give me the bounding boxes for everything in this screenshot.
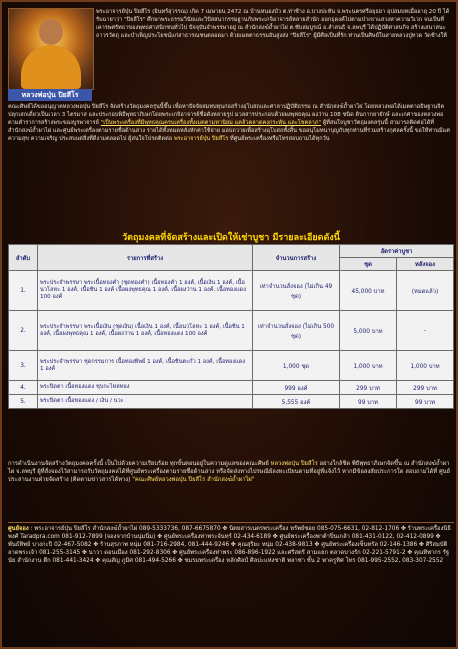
history-text-d: ผู้สนใจโปรดติดต่อ <box>128 136 173 143</box>
row-price: 299 บาท <box>340 381 397 395</box>
closing-paragraph <box>8 460 454 485</box>
row-single: - <box>397 311 454 351</box>
row-single: 99 บาท <box>397 395 454 409</box>
order-list: พระอาจารย์ปุ่น ปิยสีโร สำนักสงฆ์ถ้ำผาไผ่ 089-5333736, 087-6675870 ✤ นิตยสารเนตรพระเครื่อง ทรัพย์ซอย 085-075-6631, 02-812-1706 ✤ ร้านพระเครื่องนิธิพงศ์ Taradpra.com 081-912-7899 (จองจากบ้านนุ่มนิ่ม) ✤ ศูนย์พระเครื่องท่าพระจันทร์ 02-434-6189 ✤ ศูนย์พระเครื่องพาต้าปิ่นเกล้า 081-431-0122, 02-412-0899 ✤ พันธ์ทิพย์ บางกะปิ 02-467-5082 ✤ ร้านสุรภาพ หนุ่ม 081-716-2984, 081-444-9246 ✤ คุณสุริยะ หนุ่ม 02-438-9813 ✤ ศูนย์พระเครื่องเซ็นทรัล 02-146-1386 ✤ ศิริสมบัติ ลาดพระเจ้า 081-255-3145 ✤ นาวา ดอนเมือง 081-292-8306 ✤ ศูนย์พระเครื่องท่าพระ 086-896-1922 และศรีสตรี สามแยก ตลาดบางรัก 02-221-5791-2 ✤ คุณทิพากร รัฐนัย สำนักงาน ตึก 081-441-3424 ✤ คุณสัญ ภูมิศ 081-494-5266 ✤ ชมรมพระเครื่อง หลักศิลป์ ศิลปะแห่งชาติ พลาซ่า ชั้น 2 พาครูทิศ โทร 081-995-2552, 083-307-2552 <box>8 526 451 565</box>
price-table <box>8 244 454 409</box>
row-price: 45,000 บาท <box>340 271 397 311</box>
order-label: ศูนย์จอง <box>8 526 29 532</box>
row-item: พระปิดตา เนื้อทองแดง / เงิน / นวะ <box>38 395 253 409</box>
history-text-a: คณะศิษย์ได้ขออนุญาตหลวงพ่อปุ่น ปิยสีโร จัดสร้างวัตถุมงคลรุ่นนี้ขึ้น เพื่อหาปัจจัยสมทบทุนก่อสร้างอุโบสถและศาลาปฏิบัติธรรม ณ สำนักสงฆ์ถ้ำผาไผ่ โดยหลวงพ่อได้เมตตาอธิษฐานจิตปลุกเสกเดี่ยวเป็นเวลา 3 ไตรมาส และประกอบพิธีพุทธาภิเษกโดยพระเกจิอาจารย์ชื่อดังหลายรูป มวลสารประกอบด้วยผงพุทธคุณ ผงว่าน 108 ชนิด ดินกากยายักษ์ และเกศาของหลวงพ่อ ตามตำราการสร้างพระของบูรพาจารย์ <box>8 104 445 127</box>
header-single: หลังจอง <box>397 258 454 271</box>
table-header-row <box>9 245 454 258</box>
row-qty: 5,555 องค์ <box>253 395 340 409</box>
row-price: 99 บาท <box>340 395 397 409</box>
table-row <box>9 351 454 381</box>
divider <box>8 522 454 523</box>
row-price: 5,000 บาท <box>340 311 397 351</box>
row-no: 4. <box>9 381 38 395</box>
monk-robe <box>21 45 81 89</box>
history-text-c: ผู้ที่สนใจบูชาวัตถุมงคลรุ่นนี้ สามารถติดต่อได้ที่สำนักสงฆ์ถ้ำผาไผ่ และศูนย์พระเครื่องตามรายชื่อด้านล่าง รายได้ทั้งหมดหลังหักค่าใช้จ่าย มอบถวายเพื่อสร้างอุโบสถทั้งสิ้น ขออนุโมทนาบุญกับทุกท่านที่ร่วมสร้างกุศลครั้งนี้ ขอให้ท่านมีแต่ความสุข ความเจริญ ประสบแต่สิ่งที่ดีงามตลอดไป <box>8 120 450 143</box>
header-price: อัตราค่าบูชา <box>340 245 454 258</box>
table-row <box>9 311 454 351</box>
header-item: รายการที่สร้าง <box>38 245 253 271</box>
table-row <box>9 381 454 395</box>
header-qty: จำนวนการสร้าง <box>253 245 340 271</box>
row-qty: 999 องค์ <box>253 381 340 395</box>
row-qty: เท่าจำนวนสั่งจอง (ไม่เกิน 500 ชุด) <box>253 311 340 351</box>
closing-text-d: (ติดตามข่าวสารได้ทาง) <box>70 477 131 484</box>
closing-text-a: การดำเนินงานจัดสร้างวัตถุมงคลครั้งนี้ เป็นไปด้วยความเรียบร้อย ทุกขั้นตอนอยู่ในความดูแลของคณะศิษย์ <box>8 461 269 467</box>
intro-paragraph <box>96 8 454 40</box>
row-single: 1,000 บาท <box>397 351 454 381</box>
row-no: 3. <box>9 351 38 381</box>
header-no: ลำดับ <box>9 245 38 271</box>
portrait-caption: หลวงพ่อปุ่น ปิยสีโร <box>8 89 92 101</box>
order-centers: ศูนย์จอง : พระอาจารย์ปุ่น ปิยสีโร สำนักสงฆ์ถ้ำผาไผ่ 089-5333736, 087-6675870 ✤ นิตยสารเนตรพระเครื่อง ทรัพย์ซอย 085-075-6631, 02-812-1706 ✤ ร้านพระเครื่องนิธิพงศ์ Taradpra.com 081-912-7899 (จองจากบ้านนุ่มนิ่ม) ✤ ศูนย์พระเครื่องท่าพระจันทร์ 02-434-6189 ✤ ศูนย์พระเครื่องพาต้าปิ่นเกล้า 081-431-0122, 02-412-0899 ✤ พันธ์ทิพย์ บางกะปิ 02-467-5082 ✤ ร้านสุรภาพ หนุ่ม 081-716-2984, 081-444-9246 ✤ คุณสุริยะ หนุ่ม 02-438-9813 ✤ ศูนย์พระเครื่องเซ็นทรัล 02-146-1386 ✤ ศิริสมบัติ ลาดพระเจ้า 081-255-3145 ✤ นาวา ดอนเมือง 081-292-8306 ✤ ศูนย์พระเครื่องท่าพระ 086-896-1922 และศรีสตรี สามแยก ตลาดบางรัก 02-221-5791-2 ✤ คุณทิพากร รัฐนัย สำนักงาน ตึก 081-441-3424 ✤ คุณสัญ ภูมิศ 081-494-5266 ✤ ชมรมพระเครื่อง หลักศิลป์ ศิลปะแห่งชาติ พลาซ่า ชั้น 2 พาครูทิศ โทร 081-995-2552, 083-307-2552 <box>8 526 451 565</box>
row-qty: 1,000 ชุด <box>253 351 340 381</box>
row-price: 1,000 บาท <box>340 351 397 381</box>
intro-text: พระอาจารย์ปุ่น ปิยสีโร (อินทร์สุวรรณ) เกิด 7 เมษายน 2472 ณ บ้านหนองบัว ต.ท่าช้าง อ.บางปะหัน จ.พระนครศรีอยุธยา อุปสมบทเมื่ออายุ 20 ปี ได้รับฉายาว่า "ปิยสีโร" ศึกษาพระธรรมวินัยและวิปัสสนากรรมฐานกับพระเกจิอาจารย์หลายสำนัก ออกธุดงค์ไปตามป่าเขาแสวงหาความวิเวก จนเป็นที่เคารพศรัทธาของพุทธศาสนิกชนทั่วไป ปัจจุบันจำพรรษาอยู่ ณ สำนักสงฆ์ถ้ำผาไผ่ ต.ซับสมบูรณ์ อ.ลำสนธิ จ.ลพบุรี ได้ปฏิบัติศาสนกิจ สร้างเสนาสนะ ถาวรวัตถุ และบำเพ็ญประโยชน์แก่สาธารณชนตลอดมา ด้วยเมตตาธรรมอันสูงส่ง "ปิยสีโร" ผู้มีศีลเป็นที่รัก ท่านเป็นศิษย์ในสายหลวงปู่ทวด วัดช้างให้ <box>96 9 450 40</box>
history-quote: "เป็นพระเครื่องที่มีพุทธคุณครบเครื่องทั้งเมตตามหานิยม แคล้วคลาดคงกระพัน และโชคลาภ" <box>100 120 322 127</box>
closing-text-c: อย่างใกล้ชิด พิธีพุทธาภิเษกจัดขึ้น ณ สำนักสงฆ์ถ้ำผาไผ่ จ.ลพบุรี ผู้ที่สั่งจองไว้สามารถรับวัตถุมงคลได้ที่ศูนย์พระเครื่องตามรายชื่อด้านล่าง หรือจัดส่งทางไปรษณีย์ลงทะเบียนตามที่อยู่ที่แจ้งไว้ หากมีข้อสงสัยประการใด สอบถามได้ที่ ศูนย์ประสานงานฝ่ายจัดสร้าง <box>8 461 451 484</box>
history-text-e: ที่ศูนย์พระเครื่องหรือโทรสอบถามได้ทุกวัน <box>230 136 330 143</box>
table-row <box>9 395 454 409</box>
row-no: 5. <box>9 395 38 409</box>
row-single: 299 บาท <box>397 381 454 395</box>
row-single: (หมดแล้ว) <box>397 271 454 311</box>
row-item: พระปิดตา เนื้อทองแดง ชุบกะไหล่ทอง <box>38 381 253 395</box>
history-paragraph <box>8 103 454 143</box>
monk-portrait <box>8 8 94 90</box>
row-item: พระประจำพรรษา ชุดกรรมการ เนื้อทองทิพย์ 1 องค์, เนื้อชินตะกั่ว 1 องค์, เนื้อทองแดง 1 องค์ <box>38 351 253 381</box>
monk-face <box>39 19 63 45</box>
closing-monk-name: หลวงพ่อปุ่น ปิยสีโร <box>270 461 318 467</box>
header-set: ชุด <box>340 258 397 271</box>
table-row <box>9 271 454 311</box>
closing-group-name: "คณะศิษย์หลวงพ่อปุ่น ปิยสีโร สำนักสงฆ์ถ้ำผาไผ่" <box>132 477 255 484</box>
row-qty: เท่าจำนวนสั่งจอง (ไม่เกิน 49 ชุด) <box>253 271 340 311</box>
row-item: พระประจำพรรษา พระเนื้อเงิน (ชุดเงิน) เนื้อเงิน 1 องค์, เนื้อนวโลหะ 1 องค์, เนื้อชิน 1 องค์, เนื้อผงพุทธคุณ 1 องค์, เนื้อผงว่าน 1 องค์, เนื้อทองแดง 100 องค์ <box>38 311 253 351</box>
row-no: 1. <box>9 271 38 311</box>
row-no: 2. <box>9 311 38 351</box>
table-title: วัตถุมงคลที่จัดสร้างและเปิดให้เช่าบูชา มีรายละเอียดดังนี้ <box>122 233 340 243</box>
history-monk-name: พระอาจารย์ปุ่น ปิยสีโร <box>173 136 229 143</box>
row-item: พระประจำพรรษา พระเนื้อทองคำ (ชุดทองคำ) เนื้อทองคำ 1 องค์, เนื้อเงิน 1 องค์, เนื้อนวโลหะ 1 องค์, เนื้อชิน 1 องค์ เนื้อผงพุทธคุณ 1 องค์, เนื้อผงว่าน 1 องค์, เนื้อทองแดง 100 องค์ <box>38 271 253 311</box>
